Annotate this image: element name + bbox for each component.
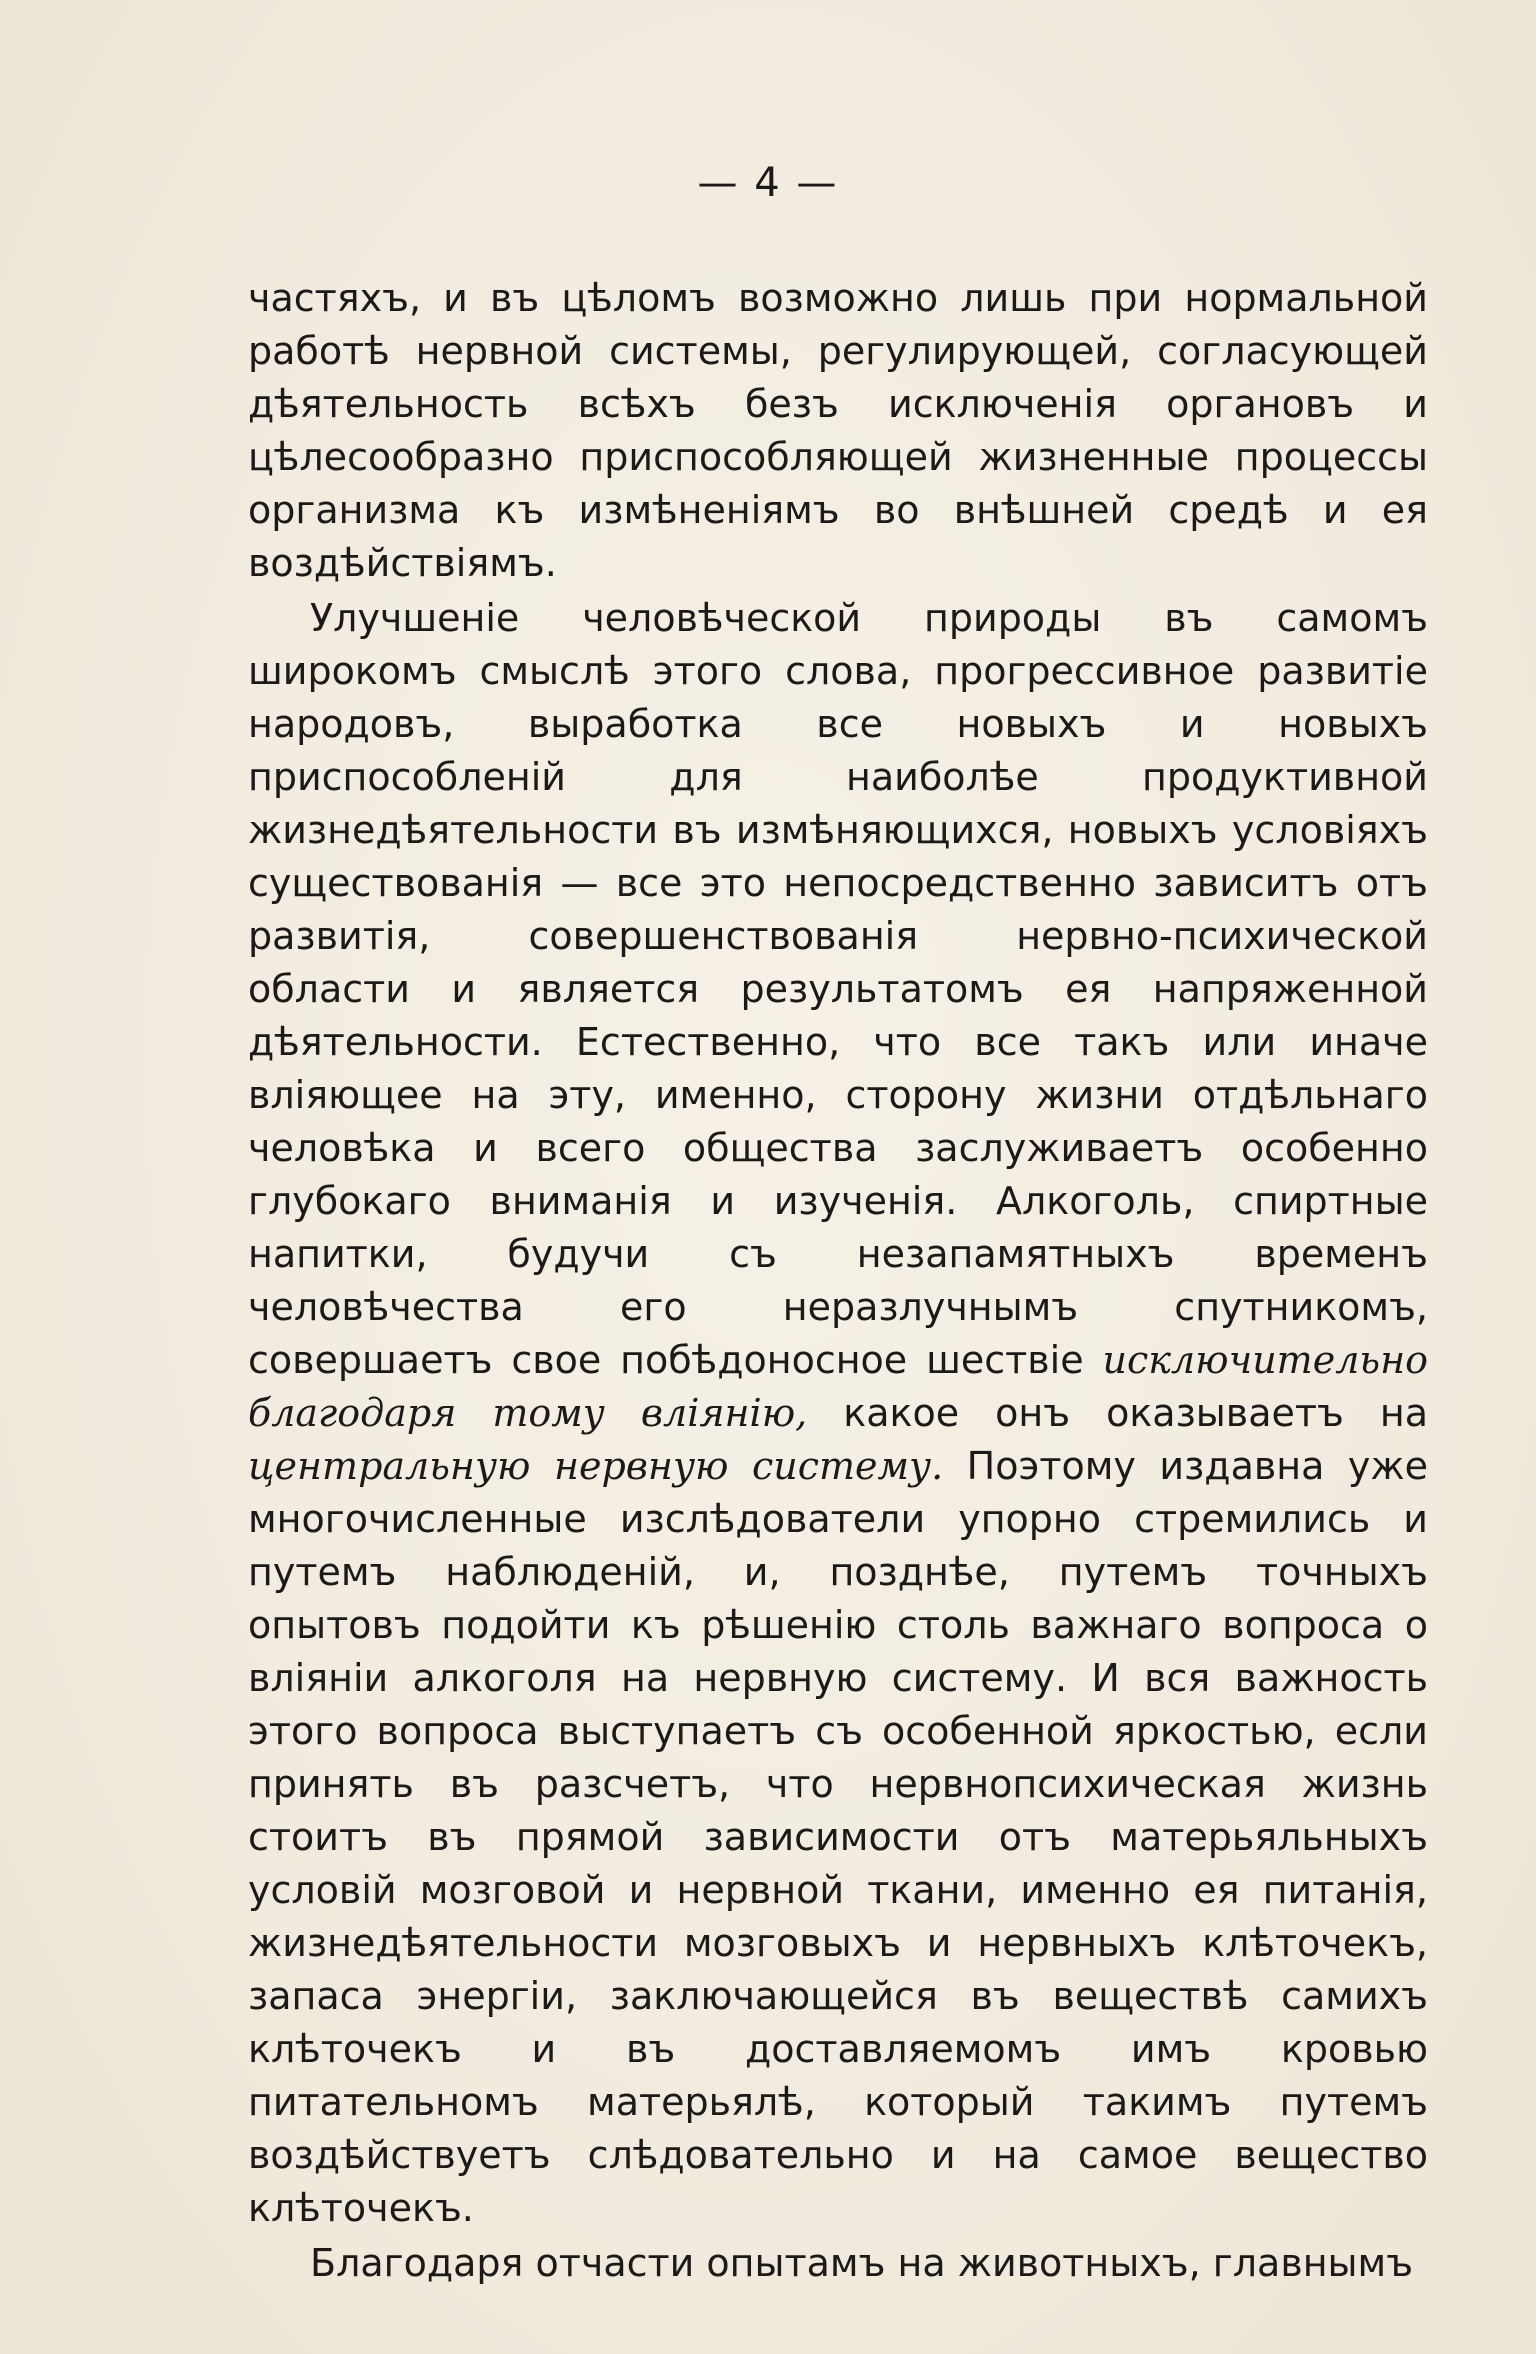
paragraph-next: Благодаря отчасти опытамъ на животныхъ, главнымъ: [310, 2241, 1414, 2285]
paragraph-text-segment: Поэтому издавна уже многочисленные изслѣдователи упорно стремились и путемъ наблюденій, и, позднѣе, путемъ точныхъ опытовъ подойти къ рѣшенію столь важнаго вопроса о вліяніи алкоголя на нервную систему. И вся важность этого вопроса выступаетъ съ особенной яркостью, если принять въ разсчетъ, что нервнопсихическая жизнь стоитъ въ прямой зависимости отъ матерьяльныхъ условій мозговой и нервной ткани, именно ея питанія, жизнедѣятельности мозговыхъ и нервныхъ клѣточекъ, запаса энергіи, заключающейся въ веществѣ самихъ клѣточекъ и въ доставляемомъ имъ кровью питательномъ матерьялѣ, который такимъ путемъ воздѣйствуетъ слѣдовательно и на самое вещество клѣточекъ.: [248, 1444, 1428, 2230]
paragraph-continuation: частяхъ, и въ цѣломъ возможно лишь при нормальной работѣ нервной системы, регулирующей, согласующей дѣятельность всѣхъ безъ исключенія органовъ и цѣлесообразно приспособляющей жизненные процессы организма къ измѣненіямъ во внѣшней средѣ и ея воздѣйствіямъ.: [248, 276, 1428, 585]
italic-emphasis: центральную нервную систему.: [248, 1444, 944, 1488]
page-number: — 4 —: [697, 160, 839, 206]
body-text: [248, 272, 1428, 2290]
italic-emphasis: исключительно благодаря тому вліянію,: [248, 1338, 1428, 1435]
paragraph-text-segment: Улучшеніе человѣческой природы въ самомъ широкомъ смыслѣ этого слова, прогрессивное развитіе народовъ, выработка все новыхъ и новыхъ приспособленій для наиболѣе продуктивной жизнедѣятельности въ измѣняющихся, новыхъ условіяхъ существованія — все это непосредственно зависитъ отъ развитія, совершенствованія нервно-психической области и является результатомъ ея напряженной дѣятельности. Естественно, что все такъ или иначе вліяющее на эту, именно, сторону жизни отдѣльнаго человѣка и всего общества заслуживаетъ особенно глубокаго вниманія и изученія. Алкоголь, спиртные напитки, будучи съ незапамятныхъ временъ человѣчества его неразлучнымъ спутникомъ, совершаетъ свое побѣдоносное шествіе: [248, 596, 1428, 1382]
paragraph-main: [248, 592, 1428, 2235]
paragraph-text-segment: какое онъ оказываетъ на: [807, 1391, 1429, 1435]
